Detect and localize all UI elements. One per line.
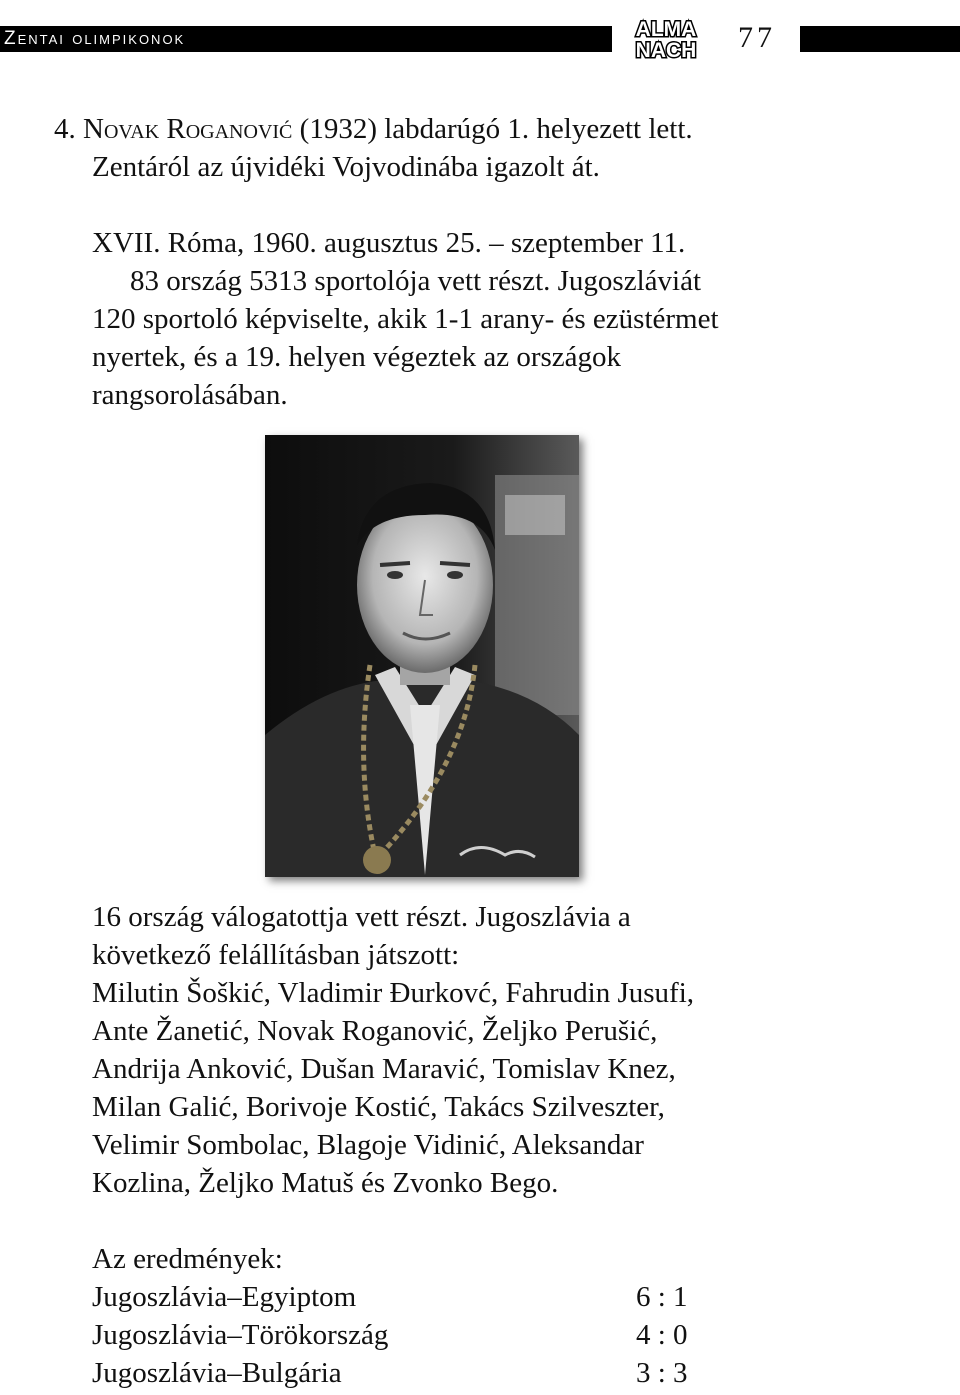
team-line-8: Kozlina, Željko Matuš és Zvonko Bego. — [92, 1167, 559, 1199]
result-score: 4 : 0 — [636, 1319, 688, 1351]
team-line-5: Andrija Anković, Dušan Maravić, Tomislav Knez, — [92, 1053, 676, 1085]
entry-4-number: 4. — [54, 113, 76, 145]
header-bar-right — [800, 26, 960, 52]
team-line-4: Ante Žanetić, Novak Roganović, Željko Perušić, — [92, 1015, 658, 1047]
games-line-4: nyertek, és a 19. helyen végeztek az országok — [92, 341, 622, 373]
results-heading: Az eredmények: — [92, 1243, 283, 1275]
result-row — [92, 1354, 792, 1392]
almanach-logo — [622, 16, 710, 60]
svg-text:ALMA: ALMA — [635, 18, 697, 41]
team-line-1: 16 ország válogatottja vett részt. Jugoszlávia a — [92, 901, 631, 933]
entry-4 — [54, 110, 834, 186]
team-line-3: Milutin Šoškić, Vladimir Đurkovć, Fahrudin Jusufi, — [92, 977, 695, 1009]
page-number: 77 — [738, 21, 776, 54]
entry-4-line-1 — [54, 110, 834, 148]
games-paragraph — [92, 224, 872, 414]
team-line-2: következő felállításban játszott: — [92, 939, 460, 971]
result-row — [92, 1316, 792, 1354]
games-line-2: 83 ország 5313 sportolója vett részt. Jugoszláviát — [130, 265, 702, 297]
entry-4-description: (1932) labdarúgó 1. helyezett lett. — [299, 113, 693, 145]
athlete-photo — [265, 435, 579, 877]
team-line-7: Velimir Sombolac, Blagoje Vidinić, Aleksandar — [92, 1129, 644, 1161]
team-paragraph — [92, 898, 872, 1202]
result-score: 6 : 1 — [636, 1281, 688, 1313]
athlete-name: Novak Roganović — [83, 113, 293, 145]
section-title: Zentai olimpikonok — [4, 28, 186, 49]
result-match: Jugoszlávia–Bulgária — [92, 1357, 342, 1389]
athlete-photo-image — [265, 435, 579, 877]
result-match: Jugoszlávia–Törökország — [92, 1319, 389, 1351]
games-line-1: XVII. Róma, 1960. augusztus 25. – szeptember 11. — [92, 227, 686, 259]
team-line-6: Milan Galić, Borivoje Kostić, Takács Szilveszter, — [92, 1091, 665, 1123]
svg-text:NACH: NACH — [635, 39, 697, 60]
result-score: 3 : 3 — [636, 1357, 688, 1389]
result-match: Jugoszlávia–Egyiptom — [92, 1281, 357, 1313]
results-section — [92, 1240, 792, 1392]
result-row — [92, 1278, 792, 1316]
games-line-5: rangsorolásában. — [92, 379, 288, 411]
entry-4-line-2: Zentáról az újvidéki Vojvodinába igazolt át. — [92, 151, 600, 183]
page-header — [0, 16, 960, 60]
games-line-3: 120 sportoló képviselte, akik 1-1 arany- és ezüstérmet — [92, 303, 719, 335]
